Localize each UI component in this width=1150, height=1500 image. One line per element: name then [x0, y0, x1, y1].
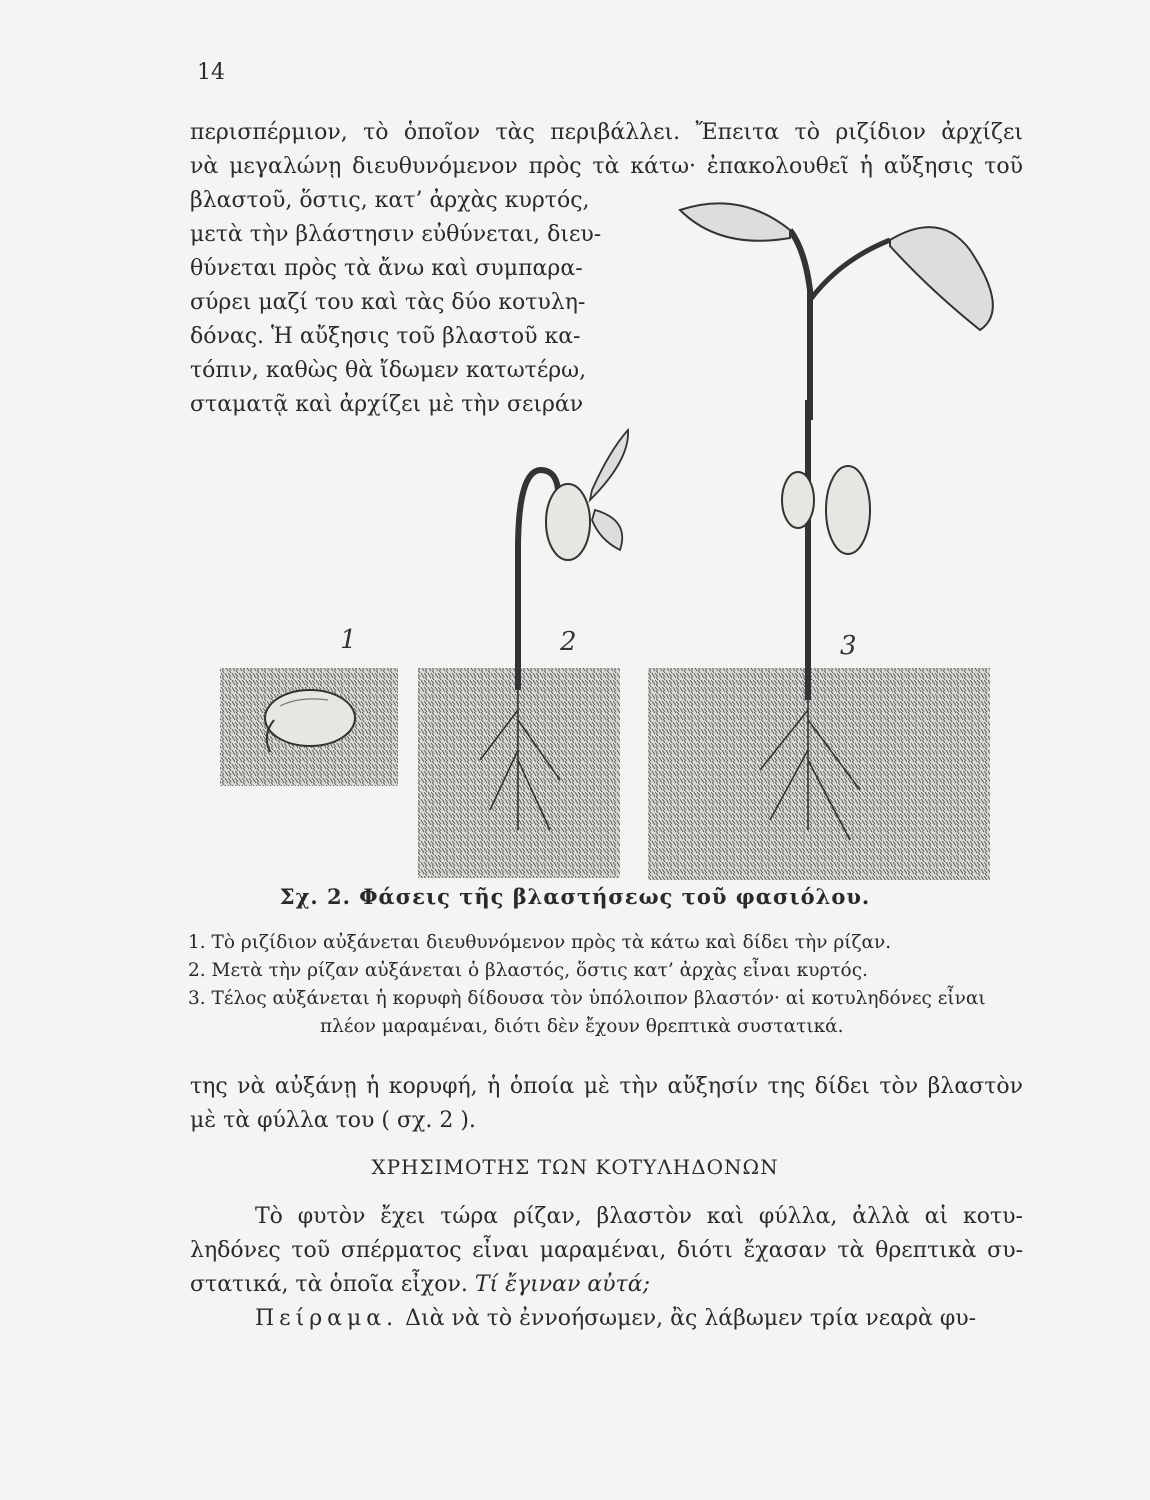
stage-2-label: 2 — [560, 627, 577, 657]
body-line: της νὰ αὐξάνῃ ἡ κορυφή, ἡ ὁποία μὲ τὴν αὔξησίν της δίδει τὸν βλαστὸν — [190, 1074, 1023, 1099]
body-line: νὰ μεγαλώνῃ διευθυνόμενον πρὸς τὰ κάτω· ἐπακολουθεῖ ἡ αὔξησις τοῦ — [190, 154, 1023, 179]
page-number: 14 — [197, 60, 225, 85]
body-line: βλαστοῦ, ὅστις, κατ’ ἀρχὰς κυρτός, — [190, 188, 590, 213]
caption-title: Σχ. 2. Φάσεις τῆς βλαστήσεως τοῦ φασιόλου. — [279, 884, 871, 909]
body-line: μὲ τὰ φύλλα του ( σχ. 2 ). — [190, 1108, 476, 1133]
body-text: στατικά, τὰ ὁποῖα εἶχον. — [190, 1272, 468, 1297]
body-line: Τὸ φυτὸν ἔχει τώρα ρίζαν, βλαστὸν καὶ φύλλα, ἀλλὰ αἱ κοτυ- — [255, 1204, 1023, 1229]
experiment-word: Πείραμα. — [255, 1306, 399, 1331]
stage-3-upright-seedling — [648, 400, 990, 880]
caption-item: 1. Τὸ ριζίδιον αὐξάνεται διευθυνόμενον πρὸς τὰ κάτω καὶ δίδει τὴν ρίζαν. — [188, 932, 892, 953]
stage-1-label: 1 — [340, 625, 357, 655]
caption-item: 3. Τέλος αὐξάνεται ἡ κορυφὴ δίδουσα τὸν ὑπόλοιπον βλαστόν· αἱ κοτυληδόνες εἶναι — [188, 988, 986, 1009]
section-heading: ΧΡΗΣΙΜΟΤΗΣ ΤΩΝ ΚΟΤΥΛΗΔΟΝΩΝ — [371, 1155, 779, 1179]
italic-question: Τί ἔγιναν αὐτά; — [474, 1272, 650, 1297]
caption-item: 2. Μετὰ τὴν ρίζαν αὐξάνεται ὁ βλαστός, ὅστις κατ’ ἀρχὰς εἶναι κυρτός. — [188, 960, 868, 981]
seedling-top-leaves — [640, 190, 1020, 420]
body-line: σύρει μαζί του καὶ τὰς δύο κοτυλη- — [190, 290, 586, 315]
body-line — [255, 1302, 976, 1336]
stage-1-seed — [220, 625, 398, 786]
body-line: θύνεται πρὸς τὰ ἄνω καὶ συμπαρα- — [190, 256, 583, 281]
stage-3-label: 3 — [840, 631, 857, 661]
body-line: ληδόνες τοῦ σπέρματος εἶναι μαραμέναι, διότι ἔχασαν τὰ θρεπτικὰ συ- — [190, 1238, 1023, 1263]
body-line: μετὰ τὴν βλάστησιν εὐθύνεται, διευ- — [190, 222, 602, 247]
body-line: τόπιν, καθὼς θὰ ἴδωμεν κατωτέρω, — [190, 358, 587, 383]
caption-item-continuation: πλέον μαραμέναι, διότι δὲν ἔχουν θρεπτικὰ συστατικά. — [320, 1016, 844, 1037]
body-line: δόνας. Ἡ αὔξησις τοῦ βλαστοῦ κα- — [190, 324, 581, 349]
germination-figure — [200, 400, 1020, 890]
body-line: σταματᾷ καὶ ἀρχίζει μὲ τὴν σειράν — [190, 392, 584, 417]
body-line — [190, 1268, 650, 1302]
body-line: περισπέρμιον, τὸ ὁποῖον τὰς περιβάλλει. Ἔπειτα τὸ ριζίδιον ἀρχίζει — [190, 120, 1023, 145]
stage-2-curved-shoot — [418, 430, 628, 878]
body-text: Διὰ νὰ τὸ ἐννοήσωμεν, ἂς λάβωμεν τρία νεαρὰ φυ- — [405, 1306, 977, 1331]
